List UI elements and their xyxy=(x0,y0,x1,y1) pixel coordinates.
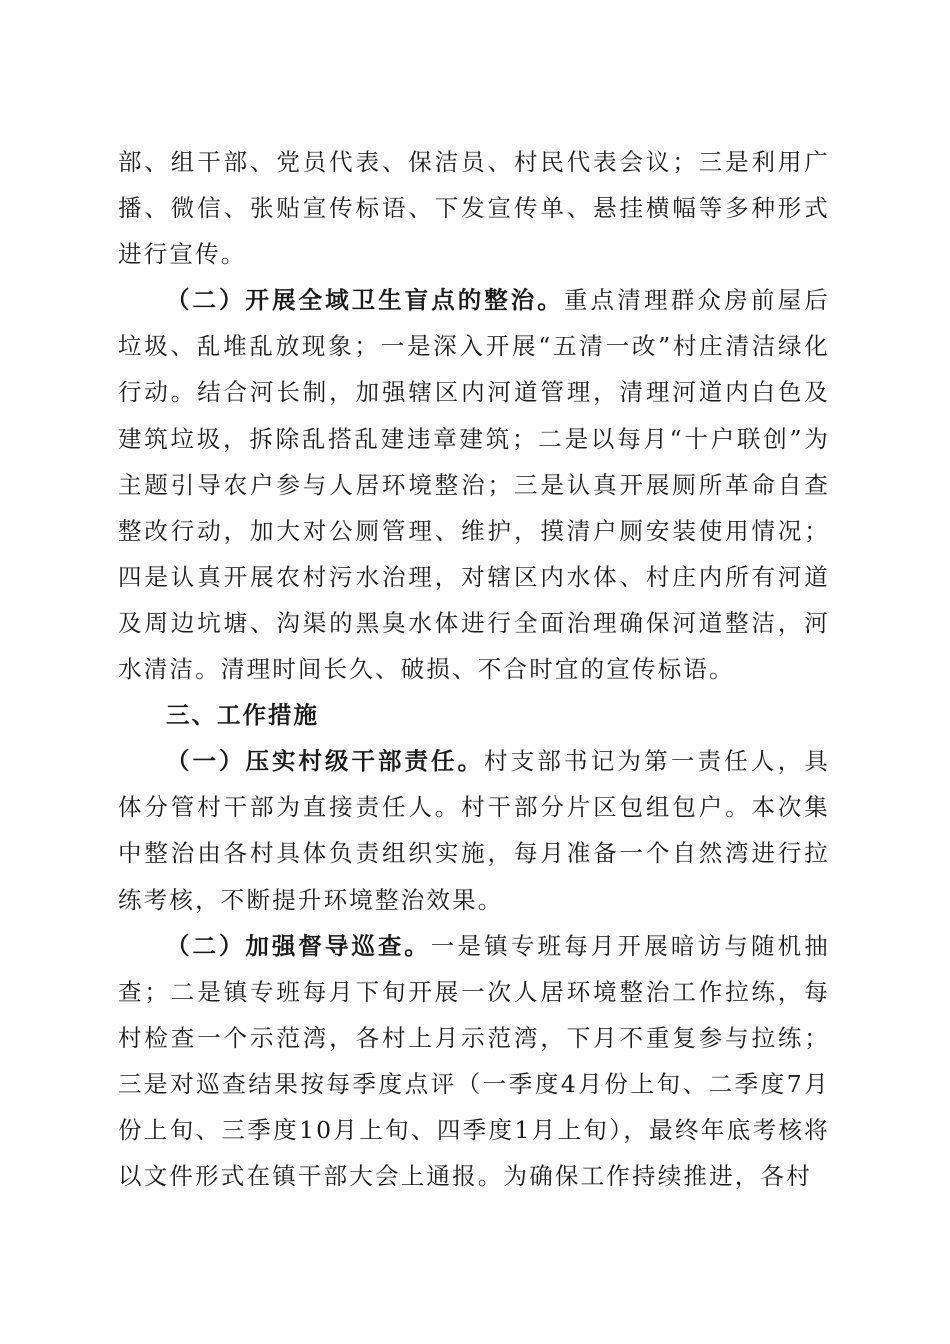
paragraph-lead-title: （一）压实村级干部责任。 xyxy=(166,747,484,776)
section-heading-work-measures: 三、工作措施 xyxy=(166,701,319,730)
document-body xyxy=(118,139,830,1199)
paragraph-text: 一是镇专班每月开展暗访与随机抽查；二是镇专班每月下旬开展一次人居环境整治工作拉练，每村检查一个示范湾，各村上月示范湾，下月不重复参与拉练；三是对巡查结果按每季度点评（一季度4月份上旬、二季度7月份上旬、三季度10月上旬、四季度1月上旬），最终年底考核将以文件形式在镇干部大会上通报。为确保工作持续推进，各村 xyxy=(118,931,831,1191)
paragraph-text: 村支部书记为第一责任人，具体分管村干部为直接责任人。村干部分片区包组包户。本次集中整治由各村具体负责组织实施，每月准备一个自然湾进行拉练考核，不断提升环境整治效果。 xyxy=(118,747,830,914)
paragraph-continuation: 部、组干部、党员代表、保洁员、村民代表会议；三是利用广播、微信、张贴宣传标语、下发宣传单、悬挂横幅等多种形式进行宣传。 xyxy=(118,148,830,269)
paragraph-lead-title: （二）开展全域卫生盲点的整治。 xyxy=(166,286,564,315)
paragraph-cadre-responsibility xyxy=(118,738,830,922)
paragraph-lead-title: （二）加强督导巡查。 xyxy=(166,931,431,960)
paragraph-sanitation-blind-spots xyxy=(118,277,830,692)
paragraph-text: 重点清理群众房前屋后垃圾、乱堆乱放现象；一是深入开展“五清一改”村庄清洁绿化行动。结合河长制，加强辖区内河道管理，清理河道内白色及建筑垃圾，拆除乱搭乱建违章建筑；二是以每月“十户联创”为主题引导农户参与人居环境整治；三是认真开展厕所革命自查整改行动，加大对公厕管理、维护，摸清户厕安装使用情况；四是认真开展农村污水治理，对辖区内水体、村庄内所有河道及周边坑塘、沟渠的黑臭水体进行全面治理确保河道整洁，河水清洁。清理时间长久、破损、不合时宜的宣传标语。 xyxy=(118,286,830,684)
paragraph-supervision-inspection xyxy=(118,923,830,1200)
